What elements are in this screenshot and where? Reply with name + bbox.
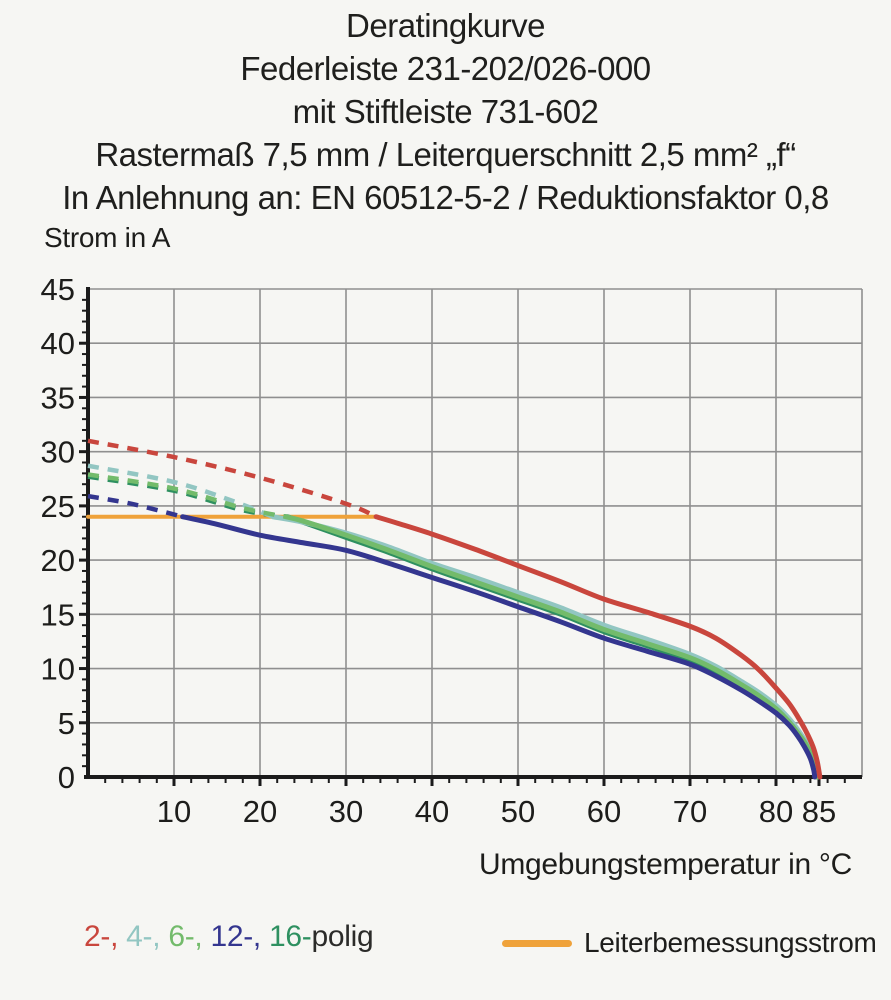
chart-title-block [0, 4, 891, 219]
tick-labels [41, 272, 837, 829]
series-2-polig-dashed [88, 441, 376, 517]
legend-pole-token: polig [311, 920, 374, 953]
x-tick-label: 70 [672, 794, 708, 829]
y-tick-label: 5 [57, 705, 75, 741]
legend-rated-current-label: Leiterbemessungsstrom [584, 927, 877, 958]
y-tick-label: 0 [57, 760, 75, 795]
title-line-2: Federleiste 231-202/026-000 [240, 50, 651, 87]
x-tick-label: 85 [801, 794, 837, 829]
series-6-polig-dashed [88, 474, 286, 516]
grid-lines [88, 289, 862, 777]
series-2-polig [88, 441, 820, 777]
x-tick-label: 20 [242, 794, 278, 829]
y-tick-label: 45 [40, 272, 75, 307]
title-line-5: In Anlehnung an: EN 60512-5-2 / Reduktionsfaktor 0,8 [62, 179, 829, 216]
series-4-polig-solid [273, 517, 818, 777]
series-4-polig [88, 466, 818, 777]
y-tick-label: 15 [40, 597, 75, 633]
series-12-polig [88, 496, 815, 777]
axis-ticks [79, 300, 845, 786]
y-tick-label: 10 [40, 651, 75, 687]
legend-pole-token: 4-, [118, 920, 161, 953]
x-tick-label: 10 [156, 794, 192, 829]
x-tick-label: 50 [500, 794, 536, 829]
title-line-4: Rastermaß 7,5 mm / Leiterquerschnitt 2,5 mm² „f“ [95, 136, 796, 173]
y-tick-label: 40 [40, 326, 75, 362]
y-axis-label: Strom in A [44, 222, 171, 253]
legend-pole-token: 6-, [160, 920, 203, 953]
legend-pole-token: 16- [260, 920, 312, 953]
rated-current-line-swatch [502, 940, 572, 947]
y-tick-label: 20 [40, 543, 75, 579]
series-16-polig-dashed [88, 477, 288, 517]
legend-rated-current [502, 924, 877, 962]
title-line-3: mit Stiftleiste 731-602 [292, 93, 599, 130]
x-tick-label: 60 [586, 794, 622, 829]
series-6-polig-solid [286, 517, 817, 777]
y-tick-label: 25 [40, 488, 75, 524]
x-tick-label: 80 [758, 794, 794, 829]
x-axis-label: Umgebungstemperatur in °C [478, 848, 852, 881]
series-12-polig-solid [183, 517, 815, 777]
series-16-polig [88, 477, 816, 777]
series-6-polig [88, 474, 817, 777]
x-tick-label: 40 [414, 794, 450, 829]
y-tick-label: 35 [40, 380, 75, 416]
series-16-polig-solid [288, 517, 817, 777]
axes [84, 287, 862, 779]
legend-poles [84, 920, 373, 954]
series-12-polig-dashed [88, 496, 183, 517]
legend-pole-token: 12-, [202, 920, 261, 953]
x-tick-label: 30 [328, 794, 364, 829]
title-line-1: Deratingkurve [346, 7, 545, 44]
legend-pole-token: 2-, [84, 920, 119, 953]
series-4-polig-dashed [88, 466, 273, 517]
y-tick-label: 30 [40, 434, 75, 470]
series-2-polig-solid [376, 517, 820, 777]
